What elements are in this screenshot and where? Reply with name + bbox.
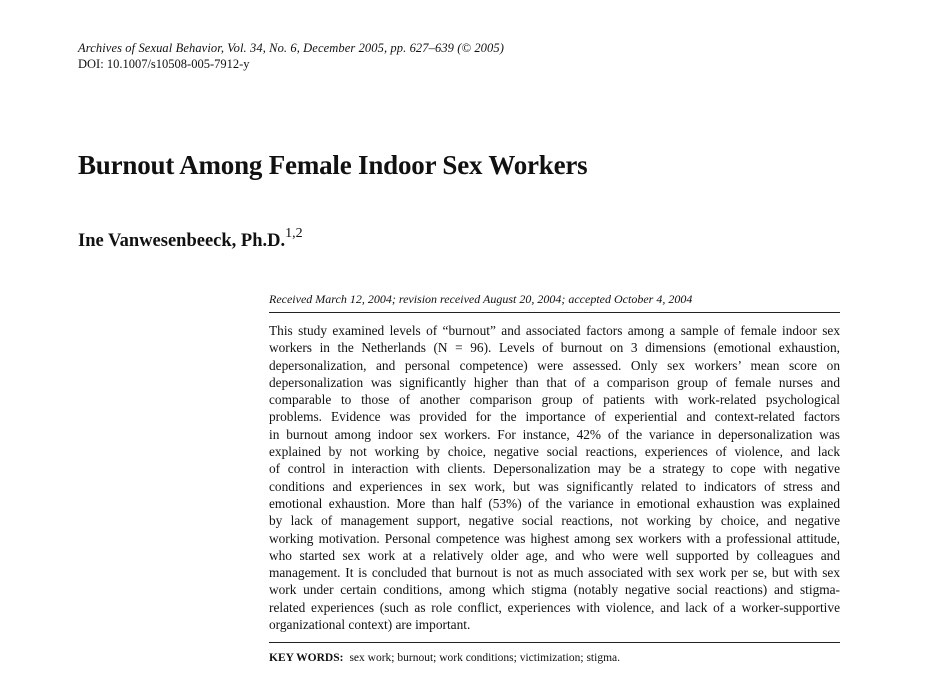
journal-citation: Archives of Sexual Behavior, Vol. 34, No. 6, December 2005, pp. 627–639 (© 2005) xyxy=(78,41,504,55)
abstract-bottom-rule xyxy=(269,642,840,643)
abstract-line: problems. Evidence was provided for the importance of experiential and context-related factors xyxy=(269,409,840,425)
abstract-line: emotional exhaustion. More than half (53%) of the variance in emotional exhaustion was explained xyxy=(269,495,840,511)
abstract-line: depersonalization was significantly higher than that of a comparison group of female nurses and xyxy=(269,374,840,390)
abstract-line: comparable to those of another comparison group of patients with work-related psychological xyxy=(269,392,840,408)
keywords-label: KEY WORDS: xyxy=(269,652,344,664)
keywords xyxy=(269,652,620,664)
abstract-line: working motivation. Personal competence was highest among sex workers with a professional attitude, xyxy=(269,530,840,546)
abstract-line: of control in interaction with clients. Depersonalization may be a strategy to cope with negative xyxy=(269,461,840,477)
abstract-line: workers in the Netherlands (N = 96). Levels of burnout on 3 dimensions (emotional exhaustion, xyxy=(269,340,840,356)
affiliation-marks: 1,2 xyxy=(285,226,303,241)
received-dates: Received March 12, 2004; revision received August 20, 2004; accepted October 4, 2004 xyxy=(269,292,693,306)
abstract-line: related experiences (such as role conflict, experiences with violence, and lack of a worker-supportive xyxy=(269,599,840,615)
doi: DOI: 10.1007/s10508-005-7912-y xyxy=(78,57,250,71)
abstract-line: management. It is concluded that burnout is not as much associated with sex work per se, but with sex xyxy=(269,565,840,581)
author-line xyxy=(78,228,303,252)
abstract-line: explained by not working by choice, negative social reactions, experiences of violence, and lack xyxy=(269,444,840,460)
abstract-line: who started sex work at a relatively older age, and who were well supported by colleagues and xyxy=(269,547,840,563)
abstract-line: conditions and experiences in sex work, but was significantly related to indicators of stress and xyxy=(269,478,840,494)
abstract-line: work under certain conditions, among which stigma (notably negative social reactions) and stigma- xyxy=(269,582,840,598)
abstract xyxy=(269,322,840,633)
abstract-line: by lack of management support, negative social reactions, not working by choice, and negative xyxy=(269,513,840,529)
abstract-line: organizational context) are important. xyxy=(269,617,471,633)
paper-title: Burnout Among Female Indoor Sex Workers xyxy=(78,150,588,180)
abstract-line: in burnout among indoor sex workers. For instance, 42% of the variance in depersonalization was xyxy=(269,426,840,442)
abstract-line: This study examined levels of “burnout” and associated factors among a sample of female indoor sex xyxy=(269,323,840,338)
keywords-text: sex work; burnout; work conditions; victimization; stigma. xyxy=(349,652,620,664)
abstract-line: depersonalization, and personal competence) were assessed. Only sex workers’ mean score on xyxy=(269,357,840,373)
abstract-top-rule xyxy=(269,312,840,313)
author-name: Ine Vanwesenbeeck, Ph.D. xyxy=(78,231,286,252)
